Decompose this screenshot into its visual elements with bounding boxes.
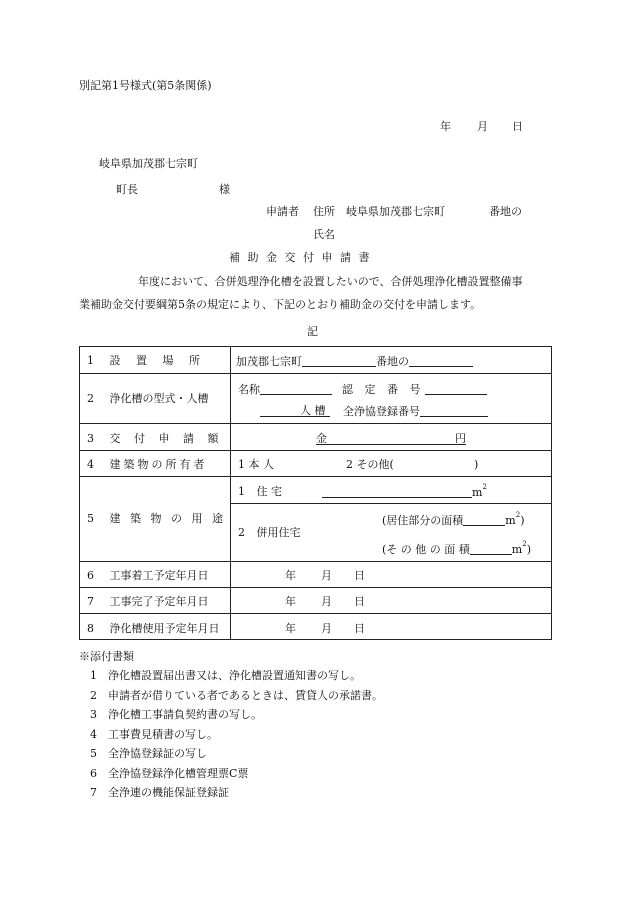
row-divider: [80, 476, 551, 477]
body-line-1: 年度において、合併処理浄化槽を設置したいので、合併処理浄化槽設置整備事: [138, 275, 523, 288]
attachment-number: 3: [90, 708, 97, 721]
row-label-text: 工事完了予定年月日: [109, 595, 209, 608]
other-area-field: [382, 540, 531, 556]
row-divider: [80, 450, 551, 451]
row-label-text: 交 付 申 請 額: [109, 432, 224, 445]
tank-model-field: [238, 383, 332, 395]
attachment-item: [90, 670, 361, 681]
row-label-text: 浄化槽の型式・人槽: [109, 392, 209, 405]
application-table: [79, 346, 552, 640]
cert-number-field: [342, 383, 487, 395]
row-label-text: 建 築 物 の 用 途: [109, 512, 226, 525]
row-1-label: [87, 355, 206, 366]
location-field: [236, 355, 473, 367]
use-option-num: 2: [238, 526, 245, 539]
address-suffix: 番地の: [489, 205, 522, 218]
unit-m: m: [511, 543, 523, 556]
row-number: 3: [87, 432, 94, 445]
row-number: 8: [87, 622, 94, 635]
cert-number-blank[interactable]: [425, 383, 487, 395]
row-label-text: 工事着工予定年月日: [109, 569, 209, 582]
use-option-label: 住 宅: [256, 485, 282, 498]
table-column-divider: [230, 347, 231, 639]
unit-m: m: [472, 486, 483, 499]
recipient-honorific: 様: [219, 183, 230, 196]
unit-sup: 2: [482, 483, 487, 491]
row-divider: [80, 613, 551, 614]
tank-name-label: 名称: [238, 383, 260, 396]
row-number: 6: [87, 569, 94, 582]
yen-label: 円: [455, 432, 466, 445]
attachment-number: 5: [90, 747, 97, 760]
amount-field: [316, 433, 466, 445]
applicant-label: 申請者: [266, 205, 299, 218]
row-5-label: [87, 513, 226, 524]
end-date-day: 日: [354, 595, 365, 608]
attachment-item: [90, 748, 207, 759]
close-paren: ): [526, 543, 531, 556]
date-year: 年: [440, 120, 451, 133]
housing-area-blank[interactable]: [322, 486, 472, 498]
end-date-year: 年: [285, 595, 296, 608]
attachment-item: [90, 729, 218, 740]
start-date-day: 日: [354, 569, 365, 582]
form-number: 別記第1号様式(第5条関係): [79, 79, 212, 92]
attachment-number: 4: [90, 727, 97, 741]
row-number: 7: [87, 595, 94, 608]
body-line-2: 業補助金交付要綱第5条の規定により、下記のとおり補助金の交付を申請します。: [79, 298, 482, 311]
use-date-year: 年: [285, 622, 296, 635]
attachment-number: 6: [90, 766, 97, 780]
tank-name-blank[interactable]: [260, 383, 332, 395]
ki-mark: 記: [307, 325, 318, 338]
attachments-header: ※添付書類: [79, 650, 134, 663]
owner-option-close: ): [474, 458, 479, 471]
row-divider: [80, 423, 551, 424]
living-area-label: (居住部分の面積: [382, 514, 464, 527]
housing-area-field: [322, 483, 487, 499]
start-date-month: 月: [321, 569, 332, 582]
owner-option-2[interactable]: 2 その他(: [346, 458, 394, 471]
unit-m: m: [505, 514, 516, 527]
start-date-year: 年: [285, 569, 296, 582]
row-2-label: [87, 393, 209, 404]
ninso-field: [260, 405, 330, 417]
row-8-label: [87, 623, 220, 634]
row-number: 5: [87, 512, 94, 525]
recipient-org: 岐阜県加茂郡七宗町: [99, 157, 198, 170]
other-area-blank[interactable]: [470, 543, 512, 555]
end-date-month: 月: [321, 595, 332, 608]
row-3-label: [87, 433, 224, 444]
row-7-label: [87, 596, 209, 607]
use-date-day: 日: [354, 622, 365, 635]
row-divider: [80, 561, 551, 562]
zenjo-blank[interactable]: [420, 405, 488, 417]
address-value: 岐阜県加茂郡七宗町: [346, 205, 445, 218]
use-option-2[interactable]: [238, 527, 301, 538]
attachment-text: 浄化槽設置届出書又は、浄化槽設置通知書の写し。: [108, 669, 361, 682]
attachment-text: 申請者が借りている者であるときは、賃貸人の承諾書。: [108, 688, 383, 702]
location-blank[interactable]: [302, 355, 376, 367]
amount-blank[interactable]: [316, 433, 466, 445]
row-label-text: 設 置 場 所: [109, 354, 206, 367]
row-divider: [80, 587, 551, 588]
attachment-text: 全浄協登録証の写し: [108, 747, 207, 760]
location-prefix: 加茂郡七宗町: [236, 355, 302, 368]
zenjo-field: [343, 405, 488, 417]
address-label: 住所: [313, 205, 335, 218]
attachment-number: 7: [90, 786, 97, 799]
ninso-label: 人 槽: [296, 405, 330, 417]
row-number: 4: [87, 458, 94, 471]
attachment-item: [90, 787, 229, 798]
ninso-blank[interactable]: [260, 405, 296, 417]
row-number: 2: [87, 392, 94, 405]
attachment-number: 2: [90, 688, 97, 702]
row-label-text: 建築物の所有者: [109, 458, 208, 471]
attachment-number: 1: [90, 669, 97, 682]
document-title: 補 助 金 交 付 申 請 書: [229, 251, 372, 264]
use-option-label: 併用住宅: [256, 526, 301, 539]
other-area-label: (そ の 他 の 面 積: [382, 543, 470, 556]
location-number-blank[interactable]: [409, 355, 473, 367]
unit-sup: 2: [515, 511, 521, 519]
row-4-label: [87, 459, 208, 470]
row-number: 1: [87, 354, 94, 367]
date-month: 月: [477, 120, 488, 133]
use-option-num: 1: [238, 485, 245, 498]
close-paren: ): [520, 514, 525, 527]
attachment-item: [90, 709, 262, 720]
row-label-text: 浄化槽使用予定年月日: [109, 622, 220, 635]
zenjo-label: 全浄協登録番号: [343, 405, 420, 418]
attachment-item: [90, 690, 383, 701]
name-label: 氏名: [313, 228, 335, 241]
owner-option-1[interactable]: 1 本 人: [238, 458, 274, 471]
use-option-1[interactable]: [238, 486, 282, 497]
attachment-text: 浄化槽工事請負契約書の写し。: [108, 708, 262, 721]
attachment-text: 全浄協登録浄化槽管理票C票: [108, 766, 249, 780]
row-divider: [80, 373, 551, 374]
living-area-field: [382, 511, 525, 527]
use-date-month: 月: [321, 622, 332, 635]
row-6-label: [87, 570, 209, 581]
attachment-text: 全浄連の機能保証登録証: [108, 786, 229, 799]
row-divider-partial: [231, 503, 551, 504]
attachment-item: [90, 768, 248, 779]
attachment-text: 工事費見積書の写し。: [108, 727, 218, 741]
recipient-title: 町長: [116, 183, 138, 196]
cert-number-label: 認 定 番 号: [342, 383, 425, 396]
date-day: 日: [512, 120, 523, 133]
location-mid: 番地の: [376, 355, 409, 368]
kin-label: 金: [316, 432, 327, 445]
unit-sup: 2: [522, 540, 527, 548]
living-area-blank[interactable]: [463, 514, 505, 526]
